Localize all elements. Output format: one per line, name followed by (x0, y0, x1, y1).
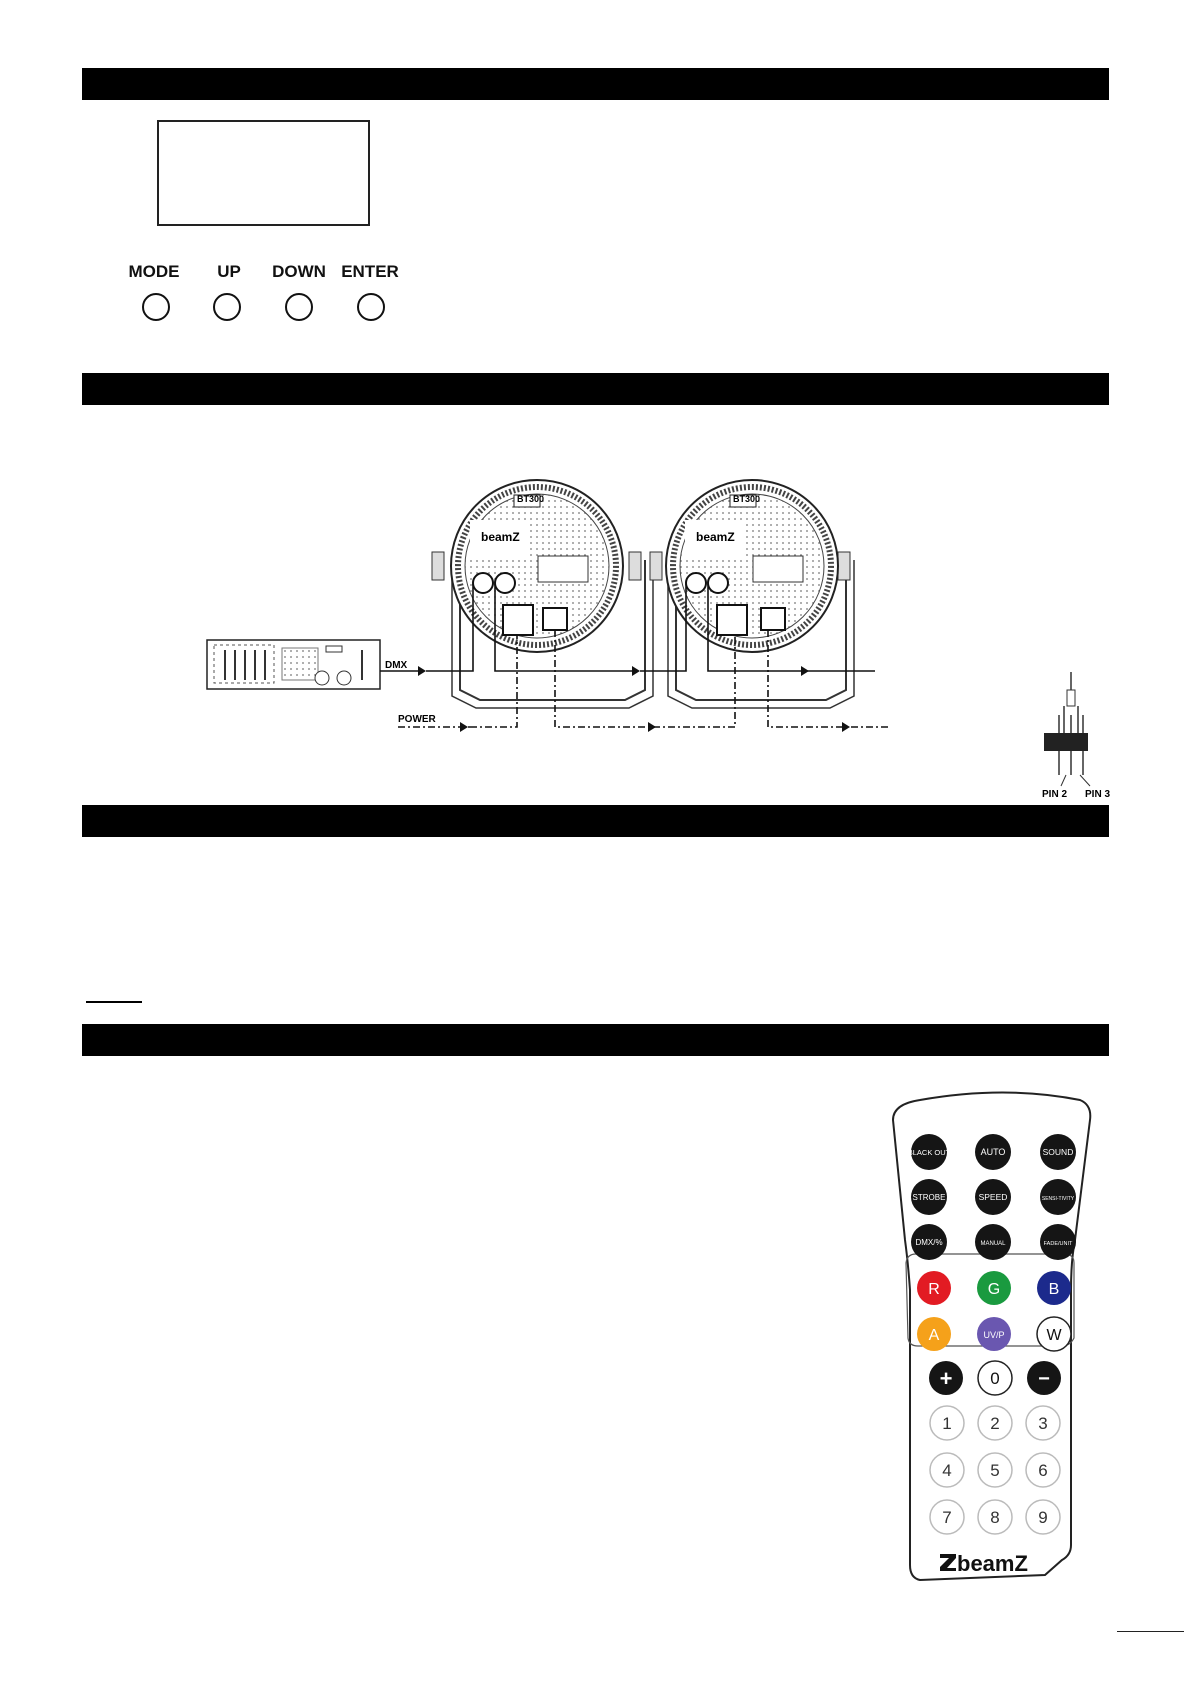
section-header-bar-remote-control (82, 1024, 1109, 1056)
auto-key[interactable]: AUTO (980, 1147, 1006, 1157)
fixture-1-brand-label: beamZ (481, 530, 520, 544)
mode-button[interactable] (142, 293, 170, 321)
section-header-bar-dmx-settings (82, 805, 1109, 837)
mode-button-label: MODE (128, 262, 180, 281)
dmx-controller (207, 640, 380, 689)
fixture-2-model-label: BT300 (733, 494, 761, 504)
number-key-9[interactable]: 9 (1038, 1508, 1048, 1527)
number-key-8[interactable]: 8 (990, 1508, 1000, 1527)
number-key-6[interactable]: 6 (1038, 1461, 1048, 1480)
speed-key[interactable]: SPEED (978, 1192, 1008, 1202)
fade-unit-key[interactable]: FADE/UNIT (1043, 1241, 1073, 1247)
sensitivity-key[interactable]: SENSI-TIVITY (1041, 1196, 1075, 1202)
remote-control (890, 1090, 1095, 1590)
green-key[interactable]: G (987, 1281, 1001, 1298)
up-button[interactable] (213, 293, 241, 321)
number-key-2[interactable]: 2 (990, 1414, 1000, 1433)
remote-brand-logo: beamZ (957, 1551, 1028, 1576)
page-number-rule (1117, 1631, 1184, 1632)
down-button-label: DOWN (272, 262, 326, 281)
number-key-1[interactable]: 1 (942, 1414, 952, 1433)
blue-key[interactable]: B (1048, 1281, 1060, 1298)
dmx-percent-key[interactable]: DMX/% (915, 1238, 943, 1247)
fixture-1-model-label: BT300 (517, 494, 545, 504)
sound-key[interactable]: SOUND (1042, 1147, 1074, 1157)
fixture-2-brand-label: beamZ (696, 530, 735, 544)
dmx-connection-diagram (0, 470, 1191, 800)
par-fixture-2 (650, 480, 854, 708)
led-display (157, 120, 370, 226)
par-fixture-1 (432, 480, 653, 708)
xlr-plug (1044, 672, 1090, 786)
dmx-line-label: DMX (385, 660, 408, 671)
down-button[interactable] (285, 293, 313, 321)
white-key[interactable]: W (1046, 1327, 1062, 1344)
number-key-3[interactable]: 3 (1038, 1414, 1048, 1433)
zero-key[interactable]: 0 (990, 1369, 1000, 1388)
pin-3-label: PIN 3 (1085, 789, 1111, 800)
strobe-key[interactable]: STROBE (912, 1193, 946, 1202)
underline-mark (86, 1001, 142, 1003)
amber-key[interactable]: A (928, 1327, 940, 1344)
up-button-label: UP (217, 262, 241, 281)
plus-key[interactable]: + (939, 1366, 953, 1391)
minus-key[interactable]: − (1038, 1368, 1050, 1390)
number-key-7[interactable]: 7 (942, 1508, 952, 1527)
number-key-5[interactable]: 5 (990, 1461, 1000, 1480)
red-key[interactable]: R (928, 1281, 940, 1298)
section-header-bar-control-panel (82, 68, 1109, 100)
pin-2-label: PIN 2 (1042, 789, 1068, 800)
enter-button-label: ENTER (341, 262, 399, 281)
blackout-key[interactable]: BLACK OUT (907, 1148, 951, 1157)
uv-p-key[interactable]: UV/P (983, 1330, 1005, 1340)
section-header-bar-dmx-connection (82, 373, 1109, 405)
manual-key[interactable]: MANUAL (980, 1241, 1006, 1247)
number-key-4[interactable]: 4 (942, 1461, 952, 1480)
enter-button[interactable] (357, 293, 385, 321)
power-line-label: POWER (398, 714, 436, 725)
